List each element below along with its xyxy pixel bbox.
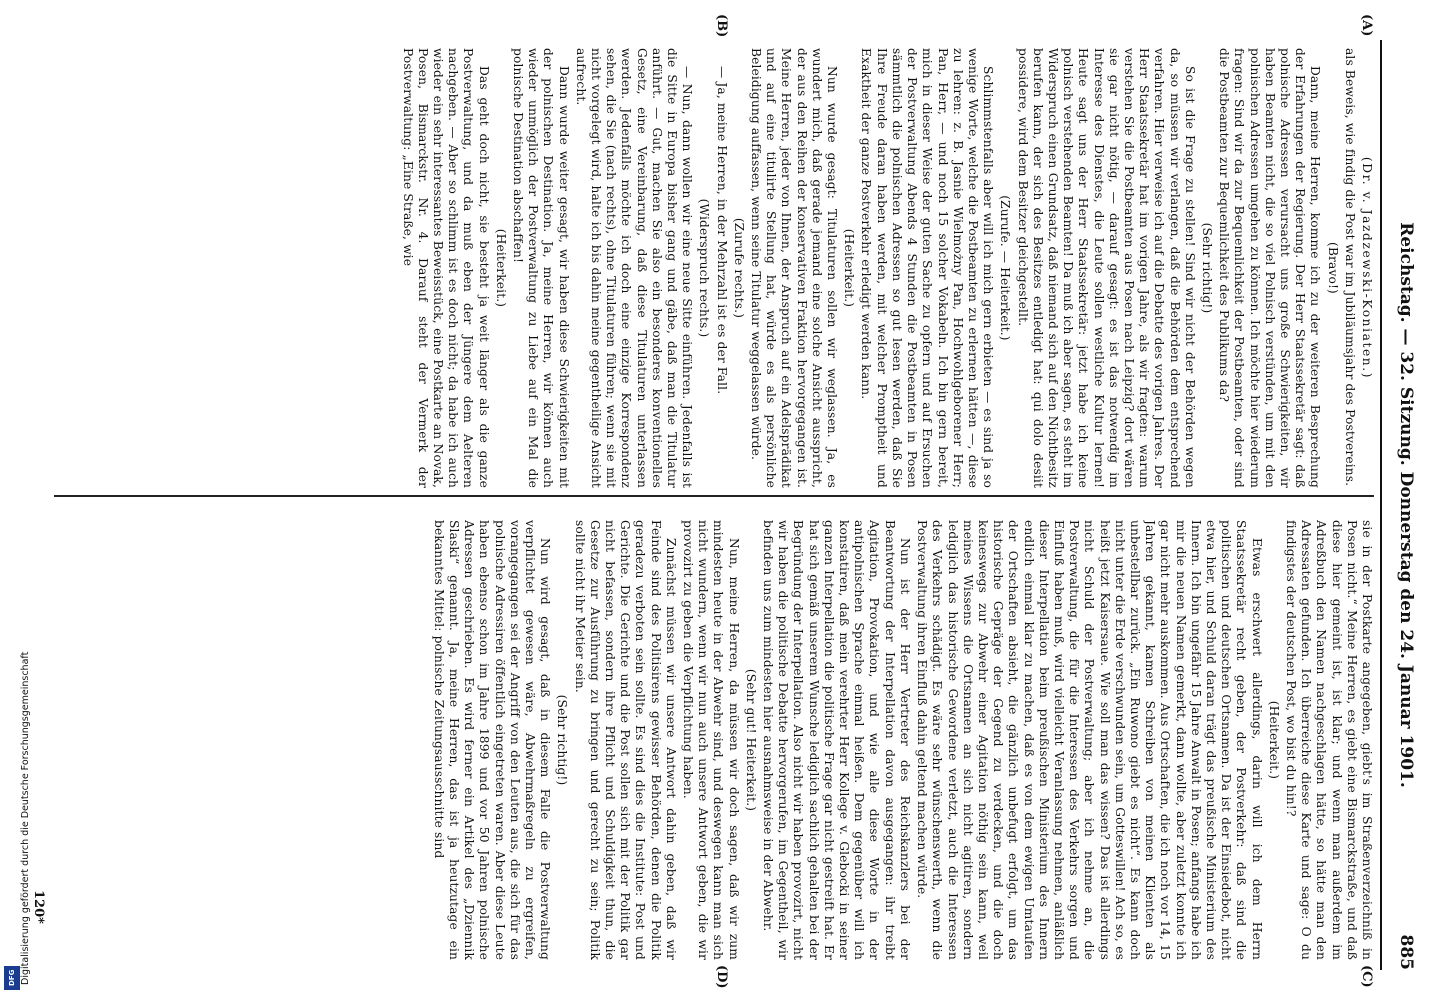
right-column (54, 520, 1374, 960)
margin-marker-b: (B) (714, 14, 729, 38)
paragraph: Nun, meine Herren, da müssen wir doch sagen, daß wir zum mindesten heute in der Abwehr sind, und deswegen kann man sich nicht wundern, wenn wir nun auch unsere Antwort geben, die wir provozirt zu geben die Verpflichtung haben. (681, 520, 741, 960)
interjection: (Sehr gut! Heiterkeit.) (743, 668, 758, 812)
interjection: (Sehr richtig!) (555, 694, 570, 786)
signature-mark: 120* (31, 890, 46, 924)
paragraph: Etwas erschwert allerdings, darin will ich dem Herrn Staatssekretär recht geben, der Postverkehr: daß sind die politischen und deutschen Ortsnamen. Da ist der Einsiedebot, nicht etwa hier, und Schuld daran trägt das preußische Ministerium des Innern. Ich bin ungefähr 15 Jahre Anwalt in Posen; anfangs habe ich mir die neuen Namen gemerkt, dann wollte, aber zuletzt konnte ich gar nicht mehr auskommen. Aus Ortschaften, die ich noch vor 14, 15 Jahren gekannt, kamen Schreiben von meinen Klienten als unbestellbar zurück. „Ein Ruwono giebt es nicht“. Es kann doch nicht unter die Erde verschwunden sein, um Gotteswillen! Ach so, es heißt jetzt Kaisersaue. Wie soll man das wissen? Das ist allerdings nicht Schuld der Postverwaltung; aber ich nehme an, die Postverwaltung, die für die Interessen des Verkehrs sorgen und Einfluß haben muß, wird vielleicht Veranlassung nehmen, anläßlich dieser Interpellation beim preußischen Ministerium des Innern endlich einmal klar zu machen, daß es von dem ewigen Umtaufen der Ortschaften absieht, die gänzlich unbefugt erfolgt, um das historische Gepräge der Gegend zu verdecken, und die doch keineswegs zur Abwehr einer Agitation nöthig sein kann, weil meines Wissens die Ortsnamen an sich nicht agitiren, sondern lediglich das historische Gewordene verletzt, auch die Interessen des Verkehrs schädigt. Es wäre sehr wünschenswerth, wenn die Postverwaltung ihren Einfluß dahin geltend machen würde. (915, 520, 1264, 960)
margin-marker-c: (C) (1359, 965, 1374, 988)
interjection: (Heiterkeit.) (1266, 700, 1281, 780)
interjection: (Heiterkeit.) (493, 228, 508, 308)
header-rule (1380, 40, 1382, 970)
speaker-line: (Dr. v. Jazdzewski-Koniaten.) (1360, 156, 1374, 380)
paragraph: So ist die Frage zu stellen! Sind wir nicht der Behörden wegen da, so müssen wir verlangen, daß die Behörden dem entsprechend verfahren. Hier verweise ich auf die Debatte des vorigen Jahres. Der Herr Staatssekretär hat im vorigen Jahre, als wir fragten: warum verstehen Sie die Postbeamten aus Posen nach Leipzig? dort wären sie gar nicht nötig, — darauf gesagt: es ist das notwendig im Interesse des Dienstes, die Leute sollen westliche Kultur lernen! Heute sagt uns der Herr Staatssekretär: jetzt habe ich keine polnisch verstehenden Beamten! Da muß ich aber sagen, es steht im Widerspruch einen Grundsatz, daß niemand sich auf den Nichtbesitz berufen kann, der sich des Besitzes entledigt hat: qui dolo desiit possidere, wird dem Besitzer gleichgestellt. (1015, 48, 1197, 488)
running-header (1388, 40, 1416, 970)
interjection: (Bravo!) (1325, 242, 1340, 294)
header-title: Reichstag. — 32. Sitzung. Donnerstag den 24. Januar 1901. (1396, 222, 1416, 788)
paragraph: Nun wurde gesagt: Titulaturen sollen wir weglassen. Ja, es wundert mich, daß gerade jemand eine solche Ansicht ausspricht, der aus den Reihen der konservativen Fraktion hervorgegangen ist. Meine Herren, jeder von Ihnen, der Anspruch auf ein Adelsprädikat und auf eine titulirte Stellung hat, würde es als persönliche Beleidigung auffassen, wenn seine Titulatur weggelassen würde. (749, 48, 840, 488)
paragraph: Nun wird gesagt, daß in diesem Falle die Postverwaltung verpflichtet gewesen wäre, Abwehrmaßregeln zu ergreifen, vorangegangen sei der Angriff von den Leuten aus, die sich für das polnische Adressiren öffentlich eingetreten waren. Aber diese Leute haben ebenso schon im Jahre 1899 und vor 50 Jahren polnische Adressen geschrieben. Es wird ferner ein Artikel des „Dziennik Slaski“ genannt. Ja, meine Herren, das ist ja heutzutage ein bekanntes Mittel: polnische Zeitungsausschnitte sind (431, 520, 553, 960)
interjection: (Heiterkeit.) (842, 228, 857, 308)
interjection: (Widerspruch rechts.) (697, 198, 712, 338)
margin-marker-a: (A) (1359, 14, 1374, 37)
paragraph: sie in der Postkarte angegeben, giebt's im Straßenverzeichniß in Posen nicht.“ Meine Herren, es giebt eine Bismarckstraße, und daß diese hier gemeint ist, ist klar; und wenn man außerdem im Adreßbuch den Namen nachgeschlagen hätte, so hätte man den Adressaten gefunden. Ich überreiche diese Karte und sage: O du findigstes der deutschen Post, wo bist du hin!? (1283, 520, 1374, 960)
paragraph: Dann wurde weiter gesagt, wir haben diese Schwierigkeiten mit der polnischen Destination. Ja, meine Herren, wir können auch wieder unmöglich der Postverwaltung zu Liebe auf ein Mal die polnische Destination abschaffen! (511, 48, 571, 488)
credit-text: Digitalisierung gefördert durch die Deutsche Forschungsgemeinschaft (20, 651, 31, 985)
paragraph: Dann, meine Herren, komme ich zu der weiteren Besprechung der Erfahrungen der Regierung. Der Herr Staatssekretär sagt: daß polnische Adressen verursacht uns große Schwierigkeiten, wir haben Beamten nicht, die so viel Polnisch verstünden, um mit den polnischen Adressen umgehen zu können. Ich möchte hier wiederum fragen: Sind wir da zur Bequemlichkeit der Postbeamten, oder sind die Postbeamten zur Bequemlichkeit des Publikums da? (1217, 48, 1323, 488)
paragraph: Zunächst müssen wir unsere Antwort dahin geben, daß wir Feinde sind des Politisirens gewisser Behörden, denen die Politik geradezu verboten sein sollte. Es sind dies die Institute: Post und Gerichte. Die Gerichte und die Post sollen sich mit der Politik gar nicht befassen, sondern ihre Pflicht und Schuldigkeit thun, die Gesetze zur Ausführung zu bringen und gerecht zu sein; Politik sollte nicht ihr Metier sein. (572, 520, 678, 960)
paragraph: Das geht doch nicht, sie besteht ja weit länger als die ganze Postverwaltung, und da muß eben der Jüngere dem Aelteren nachgeben. — Aber so schlimm ist es doch nicht; da habe ich auch wieder ein sehr interessantes Beweisstück, eine Postkarte an Novak, Posen, Bismarckstr. Nr. 4. Darauf steht der Vermerk der Postverwaltung: „Eine Straße, wie (400, 48, 491, 488)
left-column (54, 48, 1374, 488)
paragraph: — Nun, dann wollen wir eine neue Sitte einführen. Jedenfalls ist die Sitte in Europa bisher gang und gäbe, daß man die Titulatur anführt. — Gut, machen Sie also ein besonderes konventionelles Gesetz, eine Vereinbarung, daß diese Titulaturen unterlassen werden. Jedenfalls möchte ich doch eine einzige Korrespondenz sehen, die Sie (nach rechts), ohne Titulaturen führen; wenn sie mit nicht vorgelegt wird, halte ich bis dahin meine gegentheilige Ansicht aufrecht. (573, 48, 695, 488)
digitization-credit (6, 605, 31, 985)
paragraph: als Beweis, wie findig die Post war im Jubiläumsjahr des Postvereins. (1342, 48, 1357, 487)
interjection: (Zurufe rechts.) (731, 217, 746, 319)
margin-marker-d: (D) (714, 965, 729, 989)
paragraph: Schlimmstenfalls aber will ich mich gern erbieten — es sind ja so wenige Worte, welche die Postbeamten zu erlernen hätten —, diese zu lehren: z. B. Jasnie Wielmożny Pan, Hochwohlgeborener Herr; Pan, Herr, — und noch 15 solcher Vokabeln. Ich bin gern bereit, mich in dieser Weise der guten Sache zu opfern und auf Ersuchen der Postverwaltung Abends 4 Stunden die Postbeamten in Posen sämmtlich die polnischen Adressen so gut lesen werden, daß Sie Ihre Freude daran haben werden, mit welcher Promptheit und Exaktheit der ganze Postverkehr erledigt werden kann. (859, 48, 996, 488)
interjection: (Sehr richtig!) (1199, 222, 1214, 314)
paragraph: — Ja, meine Herren, in der Mehrzahl ist es der Fall. (714, 66, 729, 395)
interjection: (Zurufe. — Heiterkeit.) (998, 195, 1013, 341)
paragraph: Nun ist der Herr Vertreter des Reichskanzlers bei der Beantwortung der Interpellation davon ausgegangen: ihr treibt Agitation, Provokation, und wie alle diese Worte in der antipolnischen Sprache einmal heißen. Dem gegenüber will ich konstatiren, daß mein verehrter Herr Kollege v. Glebocki in seiner ganzen Interpellation die politische Frage gar nicht gestreift hat. Er hat sich gemäß unserem Wunsche lediglich sachlich gehalten bei der Begründung der Interpellation. Also nicht wir haben provozirt, nicht wir haben die politische Debatte hervorgerufen, im Gegentheil, wir befinden uns zum mindesten hier ausnahmsweise in der Abwehr. (761, 520, 912, 960)
column-divider (54, 495, 1374, 497)
page-number: 885 (1396, 934, 1416, 970)
dfg-logo-icon: DFG (4, 966, 20, 990)
